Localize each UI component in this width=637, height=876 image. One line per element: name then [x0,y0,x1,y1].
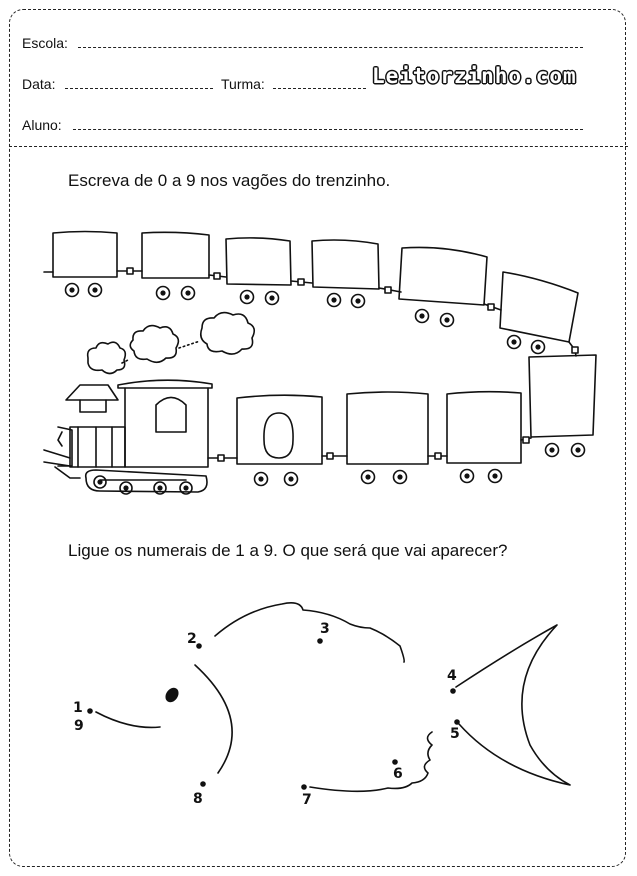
wagon-5[interactable] [399,247,487,326]
wagon-3[interactable] [226,238,291,305]
point-label-5: 5 [450,726,460,742]
wagon-1[interactable] [53,232,117,297]
fish-dot-to-dot[interactable] [96,603,570,791]
point-label-3: 3 [320,621,330,637]
point-label-4: 4 [447,668,457,684]
exercise2-instruction: Ligue os numerais de 1 a 9. O que será que vai aparecer? [68,541,508,560]
turma-label: Turma: [221,76,265,92]
wagon-8[interactable] [447,392,521,483]
wagon-9[interactable] [347,392,428,484]
wagon-4[interactable] [312,240,379,308]
exercise1-instruction: Escreva de 0 a 9 nos vagões do trenzinho. [68,171,391,190]
brand-logo: Leitorzinho.com [372,64,577,88]
wagon-2[interactable] [142,232,209,299]
point-label-9: 9 [74,718,84,734]
point-label-1: 1 [73,700,83,716]
smoke-clouds [88,313,255,374]
wagon-7[interactable] [529,355,596,457]
data-label: Data: [22,76,56,92]
point-label-6: 6 [393,766,403,782]
point-label-2: 2 [187,631,197,647]
aluno-label: Aluno: [22,117,62,133]
locomotive [44,380,212,494]
wagon-6[interactable] [500,272,578,354]
point-label-8: 8 [193,791,203,807]
point-label-7: 7 [302,792,312,808]
wagon-10[interactable] [237,395,322,485]
escola-label: Escola: [22,35,68,51]
